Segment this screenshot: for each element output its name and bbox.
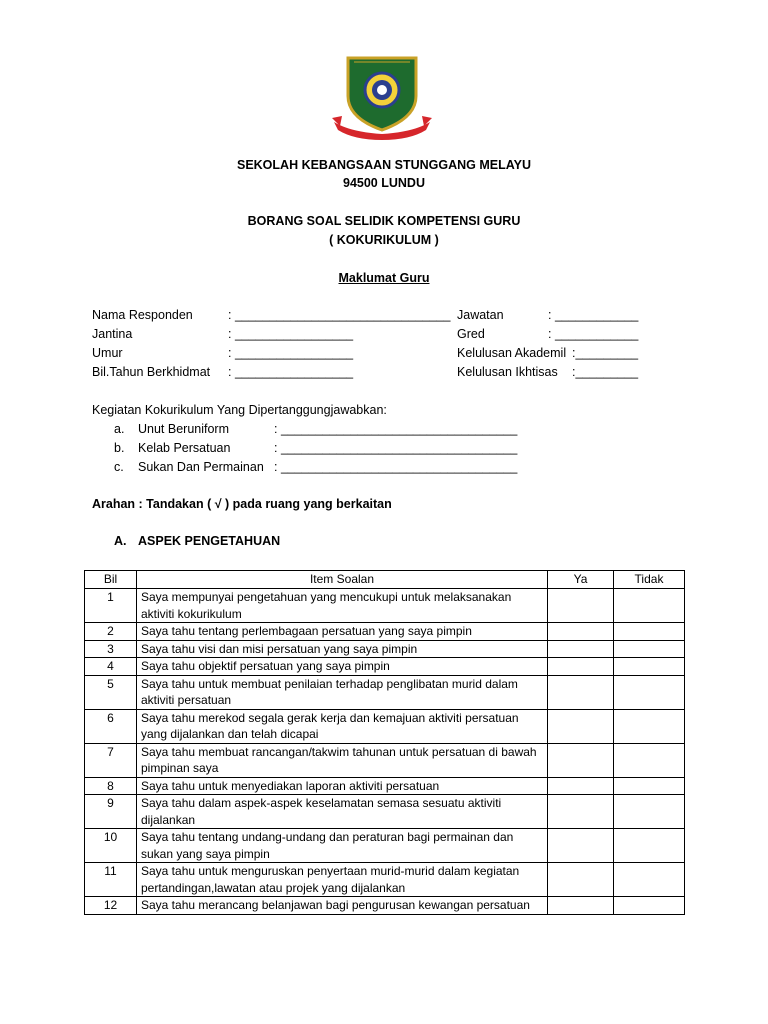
row-number: 8 <box>85 777 137 795</box>
row-ya-checkbox-cell[interactable] <box>548 658 614 676</box>
row-tidak-checkbox-cell[interactable] <box>614 863 685 897</box>
table-header-row <box>85 571 685 589</box>
cocurricular-value-sports[interactable]: : __________________________________ <box>274 460 518 474</box>
field-value-gender[interactable]: : _________________ <box>228 327 354 341</box>
field-value-age[interactable]: : _________________ <box>228 346 354 360</box>
row-tidak-checkbox-cell[interactable] <box>614 589 685 623</box>
row-question: Saya tahu dalam aspek-aspek keselamatan semasa sesuatu aktiviti dijalankan <box>137 795 548 829</box>
row-number: 3 <box>85 640 137 658</box>
row-ya-checkbox-cell[interactable] <box>548 640 614 658</box>
table-row <box>85 709 685 743</box>
row-number: 5 <box>85 675 137 709</box>
teacher-info-heading: Maklumat Guru <box>338 271 430 285</box>
cocurricular-value-club[interactable]: : __________________________________ <box>274 441 518 455</box>
row-number: 12 <box>85 897 137 915</box>
header-ya: Ya <box>548 571 614 589</box>
row-tidak-checkbox-cell[interactable] <box>614 829 685 863</box>
row-question: Saya mempunyai pengetahuan yang mencukupi untuk melaksanakan aktiviti kokurikulum <box>137 589 548 623</box>
row-question: Saya tahu membuat rancangan/takwim tahunan untuk persatuan di bawah pimpinan saya <box>137 743 548 777</box>
table-row <box>85 658 685 676</box>
row-ya-checkbox-cell[interactable] <box>548 743 614 777</box>
row-question: Saya tahu objektif persatuan yang saya pimpin <box>137 658 548 676</box>
row-ya-checkbox-cell[interactable] <box>548 897 614 915</box>
row-ya-checkbox-cell[interactable] <box>548 863 614 897</box>
row-ya-checkbox-cell[interactable] <box>548 623 614 641</box>
field-label-academic-qualification: Kelulusan Akademil <box>457 346 567 360</box>
school-crest-logo <box>330 52 434 140</box>
table-row <box>85 623 685 641</box>
table-row <box>85 675 685 709</box>
row-tidak-checkbox-cell[interactable] <box>614 640 685 658</box>
row-number: 9 <box>85 795 137 829</box>
row-number: 7 <box>85 743 137 777</box>
school-address: 94500 LUNDU <box>343 176 425 190</box>
form-title: BORANG SOAL SELIDIK KOMPETENSI GURU <box>247 214 521 228</box>
form-subtitle: ( KOKURIKULUM ) <box>329 233 439 247</box>
field-label-respondent-name: Nama Responden <box>92 308 193 322</box>
table-row <box>85 829 685 863</box>
row-ya-checkbox-cell[interactable] <box>548 777 614 795</box>
table-row <box>85 743 685 777</box>
table-row <box>85 589 685 623</box>
field-value-position[interactable]: : ____________ <box>548 308 639 322</box>
table-row <box>85 795 685 829</box>
row-tidak-checkbox-cell[interactable] <box>614 658 685 676</box>
row-question: Saya tahu visi dan misi persatuan yang saya pimpin <box>137 640 548 658</box>
row-ya-checkbox-cell[interactable] <box>548 795 614 829</box>
row-number: 2 <box>85 623 137 641</box>
table-row <box>85 640 685 658</box>
field-label-years-service: Bil.Tahun Berkhidmat <box>92 365 211 379</box>
row-question: Saya tahu untuk membuat penilaian terhadap penglibatan murid dalam aktiviti persatuan <box>137 675 548 709</box>
row-tidak-checkbox-cell[interactable] <box>614 675 685 709</box>
row-ya-checkbox-cell[interactable] <box>548 589 614 623</box>
questionnaire-table <box>84 570 685 915</box>
header-bil: Bil <box>85 571 137 589</box>
field-value-academic-qualification[interactable]: :_________ <box>572 346 639 360</box>
school-name: SEKOLAH KEBANGSAAN STUNGGANG MELAYU <box>236 158 531 172</box>
cocurricular-letter-b: b. <box>114 441 125 455</box>
row-number: 1 <box>85 589 137 623</box>
row-ya-checkbox-cell[interactable] <box>548 675 614 709</box>
field-value-grade[interactable]: : ____________ <box>548 327 639 341</box>
cocurricular-letter-a: a. <box>114 422 125 436</box>
row-tidak-checkbox-cell[interactable] <box>614 743 685 777</box>
field-value-respondent-name[interactable]: : _______________________________ <box>228 308 451 322</box>
instruction-text: Arahan : Tandakan ( √ ) pada ruang yang berkaitan <box>92 497 392 511</box>
cocurricular-letter-c: c. <box>114 460 124 474</box>
row-question: Saya tahu untuk menguruskan penyertaan murid-murid dalam kegiatan pertandingan,lawatan atau projek yang dijalankan <box>137 863 548 897</box>
row-question: Saya tahu tentang undang-undang dan peraturan bagi permainan dan sukan yang saya pimpin <box>137 829 548 863</box>
cocurricular-heading: Kegiatan Kokurikulum Yang Dipertanggungjawabkan: <box>92 403 387 417</box>
field-value-years-service[interactable]: : _________________ <box>228 365 354 379</box>
row-question: Saya tahu merekod segala gerak kerja dan kemajuan aktiviti persatuan yang dijalankan dan telah dicapai <box>137 709 548 743</box>
row-question: Saya tahu untuk menyediakan laporan aktiviti persatuan <box>137 777 548 795</box>
row-ya-checkbox-cell[interactable] <box>548 829 614 863</box>
cocurricular-label-uniform: Unut Beruniform <box>138 422 230 436</box>
row-tidak-checkbox-cell[interactable] <box>614 623 685 641</box>
section-letter: A. <box>114 534 127 548</box>
row-tidak-checkbox-cell[interactable] <box>614 897 685 915</box>
field-label-gender: Jantina <box>92 327 133 341</box>
row-tidak-checkbox-cell[interactable] <box>614 709 685 743</box>
header-tidak: Tidak <box>614 571 685 589</box>
table-row <box>85 897 685 915</box>
row-number: 4 <box>85 658 137 676</box>
row-number: 10 <box>85 829 137 863</box>
row-tidak-checkbox-cell[interactable] <box>614 777 685 795</box>
table-row <box>85 777 685 795</box>
row-tidak-checkbox-cell[interactable] <box>614 795 685 829</box>
row-number: 11 <box>85 863 137 897</box>
field-label-professional-qualification: Kelulusan Ikhtisas <box>457 365 558 379</box>
cocurricular-label-sports: Sukan Dan Permainan <box>138 460 264 474</box>
cocurricular-label-club: Kelab Persatuan <box>138 441 231 455</box>
table-row <box>85 863 685 897</box>
row-ya-checkbox-cell[interactable] <box>548 709 614 743</box>
header-item-soalan: Item Soalan <box>137 571 548 589</box>
row-question: Saya tahu tentang perlembagaan persatuan yang saya pimpin <box>137 623 548 641</box>
field-label-grade: Gred <box>457 327 485 341</box>
field-label-position: Jawatan <box>457 308 504 322</box>
row-number: 6 <box>85 709 137 743</box>
cocurricular-value-uniform[interactable]: : __________________________________ <box>274 422 518 436</box>
section-title: ASPEK PENGETAHUAN <box>138 534 281 548</box>
field-label-age: Umur <box>92 346 123 360</box>
row-question: Saya tahu merancang belanjawan bagi pengurusan kewangan persatuan <box>137 897 548 915</box>
field-value-professional-qualification[interactable]: :_________ <box>572 365 639 379</box>
